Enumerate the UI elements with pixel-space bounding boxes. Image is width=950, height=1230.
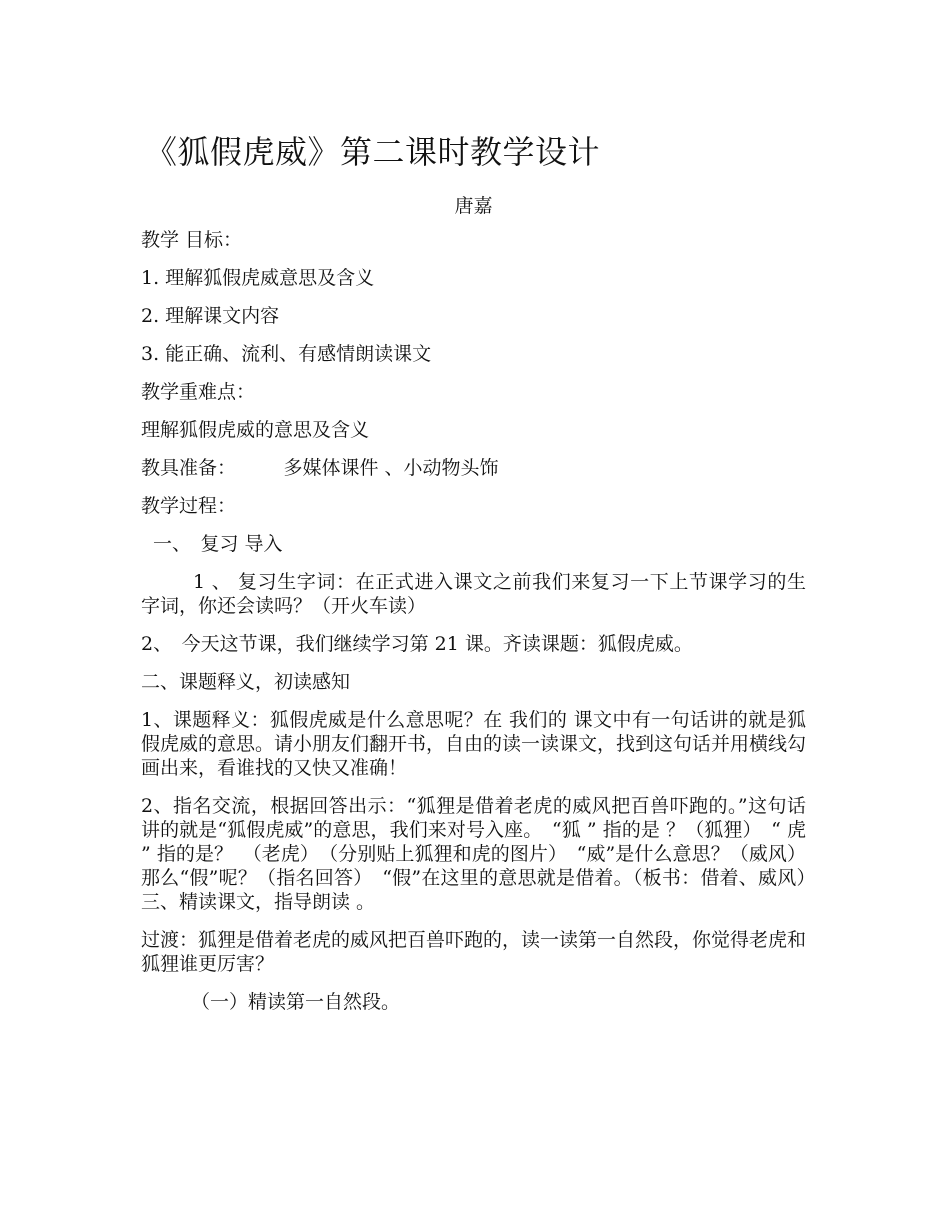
section-1-step-1: 1 、 复习生字词：在正式进入课文之前我们来复习一下上节课学习的生字词，你还会读吗？（开火车读） xyxy=(141,571,806,617)
objective-item-1: 1. 理解狐假虎威意思及含义 xyxy=(141,267,375,289)
section-1-step-2: 2、 今天这节课，我们继续学习第 21 课。齐读课题：狐假虎威。 xyxy=(141,633,693,655)
key-points-heading: 教学重难点： xyxy=(141,381,256,403)
objective-item-3: 3. 能正确、流利、有感情朗读课文 xyxy=(141,343,432,365)
section-2-step-2: 2、指名交流，根据回答出示：“狐狸是借着老虎的威风把百兽吓跑的。”这句话讲的就是“狐假虎威”的意思，我们来对号入座。 “狐 ” 指的是 ？（狐狸） “ 虎 ” 指的是？ （老虎） （分别贴上狐狸和虎的图片） “威”是什么意思？（威风）那么“假”呢？（指名回答） “假”在这里的意思就是借着。（板书：借着、威风）三、精读课文，指导朗读 。 xyxy=(141,795,806,913)
document-body xyxy=(141,130,806,1014)
process-heading: 教学过程： xyxy=(141,495,237,517)
objective-item-2: 2. 理解课文内容 xyxy=(141,305,280,327)
subsection-heading: （一）精读第一自然段。 xyxy=(191,991,401,1013)
key-points-text: 理解狐假虎威的意思及含义 xyxy=(141,419,370,441)
materials-line: 教具准备： 多媒体课件 、小动物头饰 xyxy=(141,457,499,479)
section-1-heading: 一、 复习 导入 xyxy=(153,533,283,555)
objectives-heading: 教学 目标： xyxy=(141,229,243,251)
section-2-heading: 二、课题释义，初读感知 xyxy=(141,671,351,693)
section-2-step-1: 1、课题释义：狐假虎威是什么意思呢？在 我们的 课文中有一句话讲的就是狐假虎威的意思。请小朋友们翻开书，自由的读一读课文，找到这句话并用横线勾画出来，看谁找的又快又准确！ xyxy=(141,709,807,779)
author-name: 唐嘉 xyxy=(454,195,493,217)
document-title: 《狐假虎威》第二课时教学设计 xyxy=(145,133,601,171)
transition-text: 过渡：狐狸是借着老虎的威风把百兽吓跑的，读一读第一自然段，你觉得老虎和狐狸谁更厉害？ xyxy=(141,929,807,975)
